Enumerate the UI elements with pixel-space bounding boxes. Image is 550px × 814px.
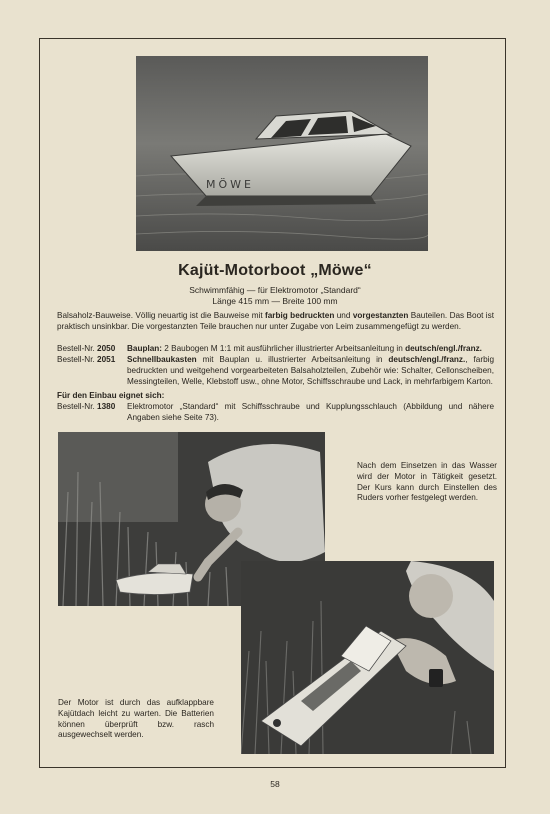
order-number: 1380 [97, 402, 116, 411]
description-part: Balsaholz-Bauweise. Völlig neuartig ist die Bauweise mit [57, 311, 266, 320]
description-part: und [334, 311, 353, 320]
order-text: Elektromotor „Standard“ mit Schiffsschraube und Kupplungsschlauch (Abbildung und nähere Angaben siehe Seite 73). [127, 402, 494, 422]
order-tail: deutsch/engl./franz. [405, 344, 482, 353]
hands-photo [241, 561, 494, 754]
order-text [127, 355, 494, 387]
page-number: 58 [270, 779, 280, 789]
order-mid: deutsch/engl./franz. [388, 355, 466, 364]
subtitle-line-2: Länge 415 mm — Breite 100 mm [212, 296, 338, 306]
hands-photo-image [241, 561, 494, 754]
order-number: 2051 [97, 355, 116, 364]
boat-photo-image [136, 56, 428, 251]
order-lead: Schnellbaukasten [127, 355, 197, 364]
caption-motor: Der Motor ist durch das aufklappbare Kajütdach leicht zu warten. Die Batterien können überprüft bzw. rasch ausgewechselt werden. [58, 698, 214, 740]
order-body: 2 Baubogen M 1:1 mit ausführlicher illustrierter Arbeitsanleitung in [162, 344, 406, 353]
einbau-heading: Für den Einbau eignet sich: [57, 391, 165, 400]
order-text [127, 344, 494, 355]
order-label: Bestell-Nr. [57, 355, 95, 364]
order-body: mit Bauplan u. illustrierter Arbeitsanleitung in [196, 355, 389, 364]
description-bold: farbig bedruckten [265, 311, 335, 320]
boat-photo [136, 56, 428, 251]
page-title: Kajüt-Motorboot „Möwe“ [178, 262, 372, 279]
order-number: 2050 [97, 344, 116, 353]
order-label: Bestell-Nr. [57, 344, 95, 353]
description [57, 311, 494, 333]
order-code [57, 344, 127, 355]
description-part: Bauteilen. Das Boot ist praktisch unsinkbar. Die vorgestanzten Teile brauchen nur unter Zugabe von Leim zusammengefügt zu werden. [57, 311, 494, 331]
order-lead: Bauplan: [127, 344, 163, 353]
order-label: Bestell-Nr. [57, 402, 95, 411]
caption-water: Nach dem Einsetzen in das Wasser wird der Motor in Tätigkeit gesetzt. Der Kurs kann durch Einstellen des Ruders vorher festgelegt werden. [357, 461, 497, 503]
description-bold: vorgestanzten [352, 311, 409, 320]
order-body-2: , farbig bedruckten und weitgehend vorgearbeiteten Balsaholzteilen, Zubehör wie: Schalter, Cellonscheiben, Messingteilen, Welle, Klebstoff usw., ohne Motor, Schiffsschraube und Lack, in mehrfarbigem Karton. [127, 355, 495, 386]
hull-name-text: MÖWE [206, 178, 254, 191]
order-code [57, 402, 127, 413]
order-code [57, 355, 127, 366]
subtitle-line-1: Schwimmfähig — für Elektromotor „Standard“ [189, 285, 361, 295]
